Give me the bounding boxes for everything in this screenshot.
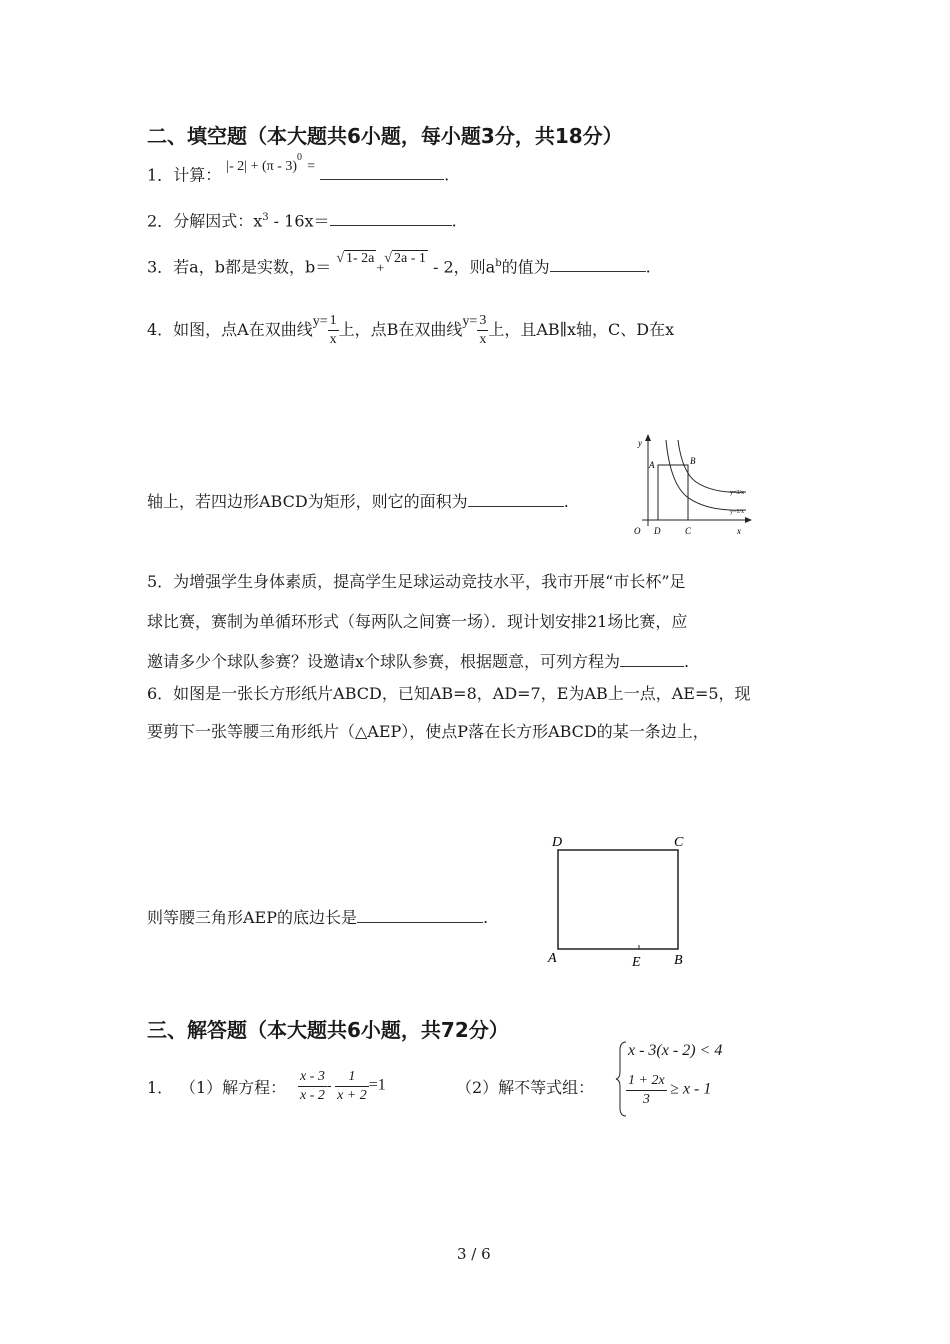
q4-y-arrow bbox=[645, 434, 651, 441]
question-4-line-2 bbox=[147, 490, 569, 512]
q4-fraction-1-denominator: x bbox=[329, 332, 337, 347]
p1-fraction-1-denominator: x - 2 bbox=[300, 1088, 325, 1103]
q4-fraction-1-numerator: 1 bbox=[328, 312, 339, 331]
q4-curve-1-label: y=1/x bbox=[730, 509, 745, 515]
q4-y2: y= bbox=[462, 314, 478, 329]
q5-line3-text: 邀请多少个球队参赛？设邀请x个球队参赛，根据题意，可列方程为 bbox=[147, 652, 621, 671]
p1-fraction-3-denominator: 3 bbox=[642, 1092, 650, 1107]
q1-number: 1． bbox=[147, 165, 174, 185]
q4-rectangle-abcd bbox=[658, 465, 688, 520]
q4-curve-3-label: y=3/x bbox=[730, 490, 745, 496]
q2-label: 2． bbox=[147, 211, 174, 231]
q2-end: . bbox=[451, 211, 457, 231]
q5-answer-blank[interactable] bbox=[620, 650, 684, 667]
question-4-line-1 bbox=[147, 304, 674, 356]
q4-label-c: C bbox=[685, 526, 692, 536]
q6-answer-blank[interactable] bbox=[357, 906, 483, 923]
q3-prefix: 3．若a，b都是实数，b＝ bbox=[147, 257, 332, 277]
q6-line3-text: 则等腰三角形AEP的底边长是 bbox=[147, 908, 358, 927]
q4-middle: 上，点B在双曲线 bbox=[338, 320, 463, 339]
section-3-heading: 三、解答题（本大题共6小题，共72分） bbox=[147, 1018, 509, 1042]
question-1 bbox=[147, 152, 450, 187]
q4-label-b: B bbox=[690, 456, 696, 466]
q3-answer-blank[interactable] bbox=[550, 255, 646, 272]
q4-label-y: y bbox=[638, 438, 642, 448]
question-6-line-2: 要剪下一张等腰三角形纸片（△AEP），使点P落在长方形ABCD的某一条边上， bbox=[147, 722, 709, 741]
p1-inequality-2 bbox=[626, 1072, 711, 1109]
problem-1-number: 1． bbox=[147, 1078, 174, 1097]
question-2 bbox=[147, 208, 457, 231]
question-5-line-3 bbox=[147, 650, 689, 672]
q6-label-d: D bbox=[552, 835, 563, 850]
q6-label-c: C bbox=[674, 835, 684, 850]
p1-fraction-2-numerator: 1 bbox=[335, 1068, 369, 1087]
question-6-line-1: 6．如图是一张长方形纸片ABCD，已知AB=8，AD=7，E为AB上一点，AE=5，现 bbox=[147, 684, 751, 703]
p1-fraction-1-numerator: x - 3 bbox=[298, 1068, 327, 1087]
problem-1-part-1-label: （1）解方程： bbox=[180, 1078, 287, 1097]
q4-curve-1 bbox=[666, 440, 746, 510]
q3-middle: - 2，则a bbox=[427, 257, 496, 277]
q3-plus: + bbox=[376, 261, 385, 277]
q1-equals: = bbox=[307, 159, 316, 175]
q3-sqrt-1: 1- 2a bbox=[346, 251, 375, 267]
q6-rectangle-abcd bbox=[558, 850, 678, 949]
q4-x-arrow bbox=[745, 517, 752, 523]
page-number: 3 / 6 bbox=[457, 1245, 491, 1263]
q4-fraction-2-numerator: 3 bbox=[477, 312, 488, 331]
question-6-line-3 bbox=[147, 906, 488, 928]
q4-line2-text: 轴上，若四边形ABCD为矩形，则它的面积为 bbox=[147, 492, 468, 511]
q6-label-e: E bbox=[632, 955, 641, 970]
problem-1-equation bbox=[298, 1068, 386, 1105]
q3-sqrt-2: 2a - 1 bbox=[393, 251, 426, 267]
p1-inequality-1: x - 3(x - 2) < 4 bbox=[628, 1042, 723, 1059]
q4-label-x: x bbox=[737, 526, 741, 536]
problem-1-part-2-label: （2）解不等式组： bbox=[456, 1078, 595, 1097]
q4-label-o: O bbox=[634, 526, 641, 536]
question-5-line-1: 5．为增强学生身体素质，提高学生足球运动竞技水平，我市开展“市长杯”足 bbox=[147, 572, 686, 591]
q1-label: 计算： bbox=[173, 165, 222, 185]
q1-exponent: 0 bbox=[297, 152, 303, 163]
section-2-heading: 二、填空题（本大题共6小题，每小题3分，共18分） bbox=[147, 124, 623, 148]
q4-fraction-2-denominator: x bbox=[479, 332, 487, 347]
p1-minus: - bbox=[326, 1078, 332, 1094]
q5-end: . bbox=[684, 652, 690, 671]
q2-answer-blank[interactable] bbox=[330, 209, 452, 226]
q2-rest: - 16x＝ bbox=[268, 211, 330, 231]
q4-answer-blank[interactable] bbox=[468, 490, 564, 507]
q6-label-b: B bbox=[674, 953, 683, 968]
q1-answer-blank[interactable] bbox=[320, 163, 444, 180]
question-3: 3．若a，b都是实数，b＝ √ 1- 2a+√ 2a - 1 - 2，则$a^b$的值为 . bbox=[147, 251, 651, 277]
p1-fraction-2-denominator: x + 2 bbox=[337, 1088, 367, 1103]
q4-end: . bbox=[563, 492, 569, 511]
p1-equals: =1 bbox=[368, 1076, 386, 1094]
q4-prefix: 4．如图，点A在双曲线 bbox=[147, 320, 313, 339]
q6-figure-rectangle bbox=[544, 828, 696, 970]
q4-y1: y= bbox=[312, 314, 328, 329]
q1-expression: |- 2| + (π - 3) bbox=[226, 159, 298, 175]
q3-end: . bbox=[645, 257, 651, 277]
q2-exponent: 3 bbox=[262, 212, 269, 223]
q4-label-a: A bbox=[649, 460, 655, 470]
p1-fraction-3-numerator: 1 + 2x bbox=[626, 1072, 667, 1091]
q4-post: 上，且AB∥x轴，C、D在x bbox=[488, 320, 675, 339]
p1-inequality-2-rhs: ≥ x - 1 bbox=[670, 1080, 712, 1098]
q6-label-a: A bbox=[548, 951, 557, 966]
q4-label-d: D bbox=[654, 526, 661, 536]
q1-end: . bbox=[444, 165, 450, 185]
question-5-line-2: 球比赛，赛制为单循环形式（每两队之间赛一场）．现计划安排21场比赛，应 bbox=[147, 612, 688, 631]
q4-figure-hyperbola bbox=[626, 432, 754, 538]
q3-post: 的值为 bbox=[501, 257, 550, 277]
q2-text: 分解因式：x bbox=[173, 211, 263, 231]
q3-exponent: b bbox=[495, 258, 502, 269]
q6-end: . bbox=[483, 908, 489, 927]
